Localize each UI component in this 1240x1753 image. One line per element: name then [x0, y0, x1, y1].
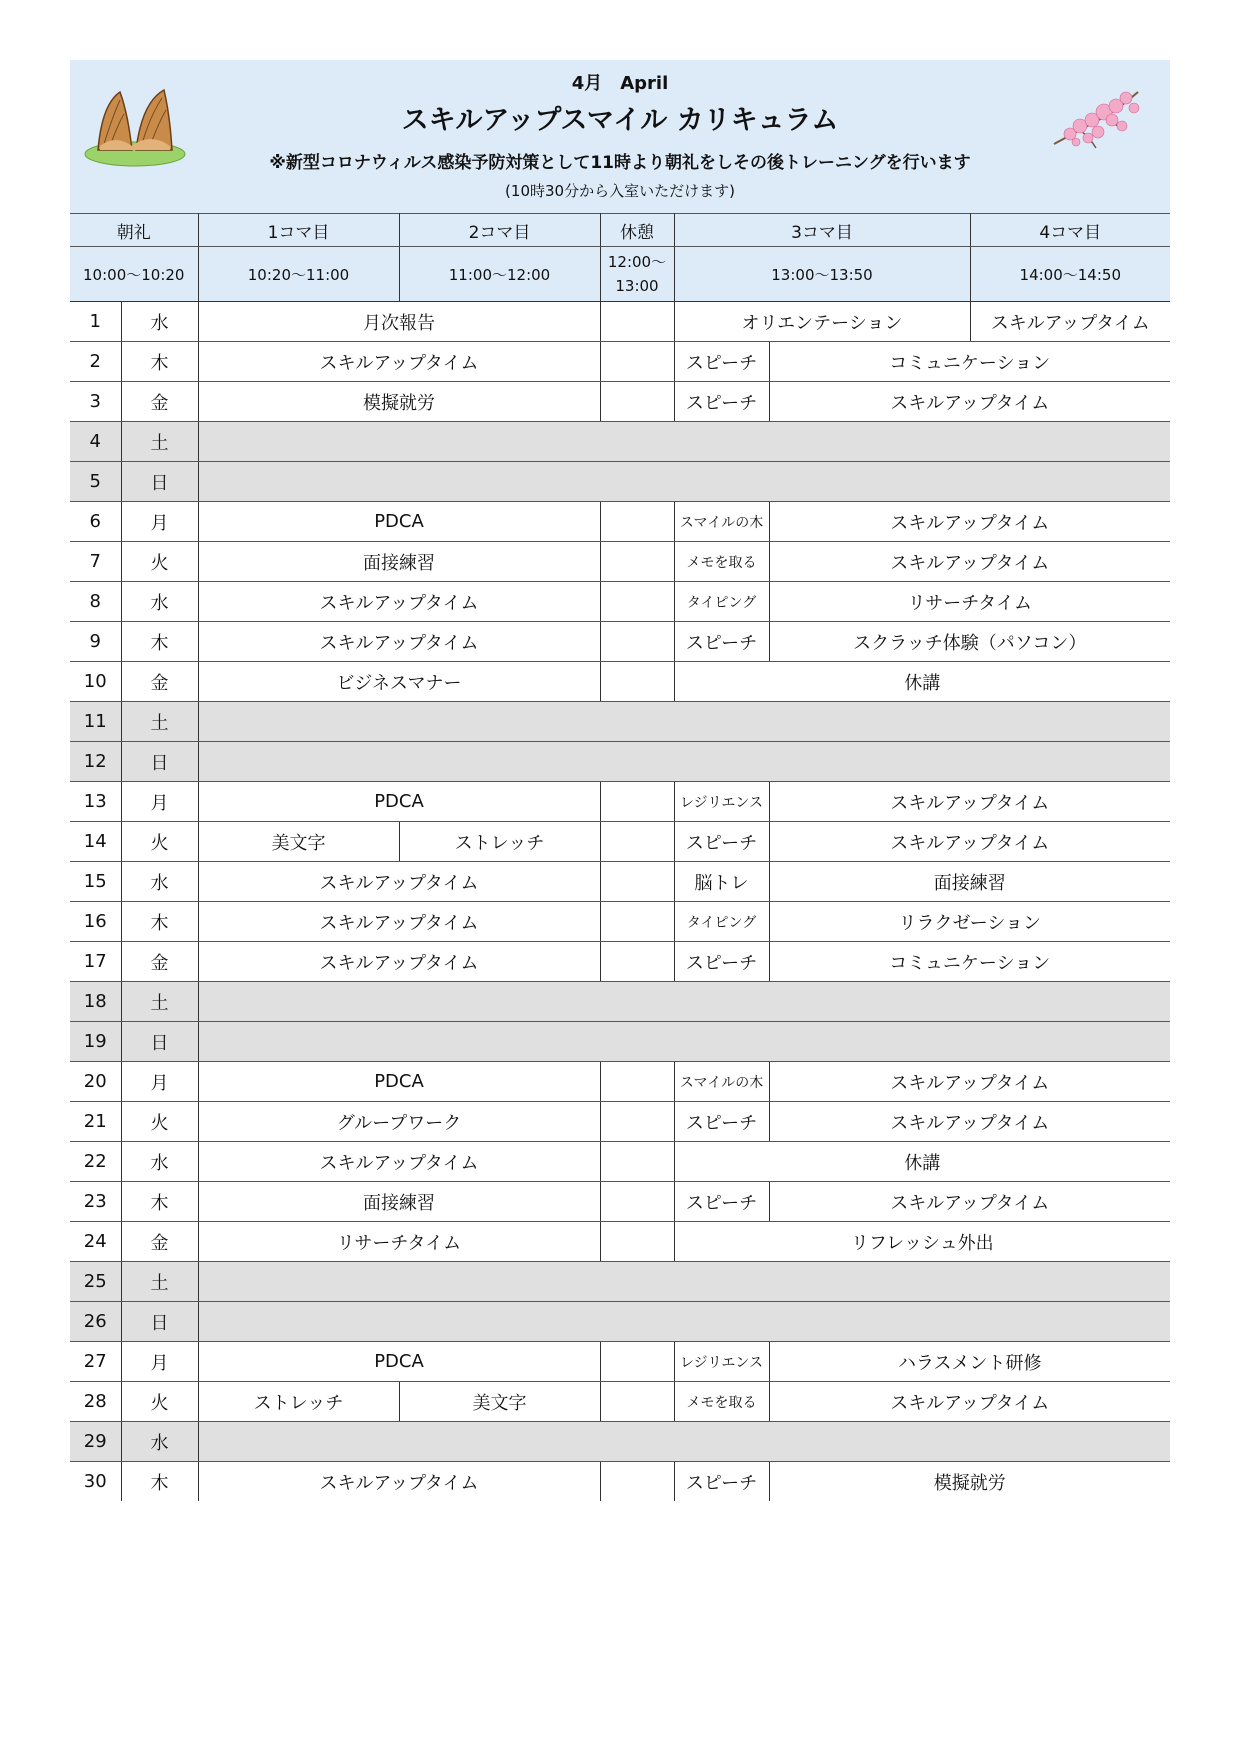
date-cell: 20	[70, 1062, 121, 1102]
morning-session-cell: スキルアップタイム	[198, 622, 600, 662]
date-cell: 1	[70, 302, 121, 342]
morning-session-cell: スキルアップタイム	[198, 902, 600, 942]
schedule-row	[70, 422, 1170, 462]
date-cell: 22	[70, 1142, 121, 1182]
morning-session-cell: スキルアップタイム	[198, 342, 600, 382]
date-cell: 24	[70, 1222, 121, 1262]
date-cell: 26	[70, 1302, 121, 1342]
weekday-cell: 木	[121, 1182, 198, 1222]
afternoon-session-cell: スキルアップタイム	[769, 822, 1170, 862]
short-session-cell: メモを取る	[674, 542, 769, 582]
break-cell	[600, 662, 674, 702]
col-break: 休憩	[600, 214, 674, 247]
short-session-cell: スピーチ	[674, 1182, 769, 1222]
morning-session-cell: スキルアップタイム	[198, 1462, 600, 1502]
closed-day-cell	[198, 1302, 1170, 1342]
col-period-3: 3コマ目	[674, 214, 970, 247]
time-break-end: 13:00	[615, 277, 659, 295]
afternoon-session-cell: スキルアップタイム	[769, 1062, 1170, 1102]
date-cell: 2	[70, 342, 121, 382]
header	[70, 60, 1170, 213]
time-row	[70, 247, 1170, 302]
afternoon-session-cell: リラクゼーション	[769, 902, 1170, 942]
break-cell	[600, 942, 674, 982]
break-cell	[600, 302, 674, 342]
schedule-row	[70, 822, 1170, 862]
short-session-cell: レジリエンス	[674, 1342, 769, 1382]
schedule-row	[70, 1302, 1170, 1342]
morning-session-cell: 模擬就労	[198, 382, 600, 422]
closed-day-cell	[198, 462, 1170, 502]
weekday-cell: 火	[121, 1102, 198, 1142]
short-session-cell: スマイルの木	[674, 502, 769, 542]
break-cell	[600, 342, 674, 382]
schedule-row	[70, 342, 1170, 382]
weekday-cell: 火	[121, 822, 198, 862]
date-cell: 5	[70, 462, 121, 502]
weekday-cell: 土	[121, 982, 198, 1022]
weekday-cell: 金	[121, 942, 198, 982]
date-cell: 21	[70, 1102, 121, 1142]
date-cell: 4	[70, 422, 121, 462]
date-cell: 30	[70, 1462, 121, 1502]
afternoon-session-cell: 面接練習	[769, 862, 1170, 902]
schedule-row	[70, 782, 1170, 822]
schedule-row	[70, 1262, 1170, 1302]
schedule-row	[70, 462, 1170, 502]
morning-session-cell: PDCA	[198, 502, 600, 542]
closed-day-cell	[198, 742, 1170, 782]
closed-day-cell	[198, 422, 1170, 462]
weekday-cell: 日	[121, 742, 198, 782]
date-cell: 18	[70, 982, 121, 1022]
break-cell	[600, 902, 674, 942]
time-period-2: 11:00～12:00	[399, 247, 600, 302]
afternoon-session-cell: スキルアップタイム	[769, 782, 1170, 822]
break-cell	[600, 582, 674, 622]
morning-session-cell: スキルアップタイム	[198, 862, 600, 902]
break-cell	[600, 1102, 674, 1142]
month-label: 4月 April	[571, 73, 669, 94]
schedule-row	[70, 1462, 1170, 1502]
morning-session-cell: グループワーク	[198, 1102, 600, 1142]
date-cell: 3	[70, 382, 121, 422]
break-cell	[600, 1342, 674, 1382]
weekday-cell: 水	[121, 1422, 198, 1462]
closed-day-cell	[198, 1262, 1170, 1302]
morning-session-cell: スキルアップタイム	[198, 1142, 600, 1182]
time-morning: 10:00～10:20	[70, 247, 198, 302]
break-cell	[600, 622, 674, 662]
afternoon-session-cell: リサーチタイム	[769, 582, 1170, 622]
weekday-cell: 火	[121, 1382, 198, 1422]
column-header-row	[70, 214, 1170, 247]
weekday-cell: 月	[121, 1062, 198, 1102]
schedule-row	[70, 502, 1170, 542]
break-cell	[600, 1142, 674, 1182]
short-session-cell: スピーチ	[674, 1102, 769, 1142]
weekday-cell: 月	[121, 782, 198, 822]
date-cell: 28	[70, 1382, 121, 1422]
weekday-cell: 水	[121, 862, 198, 902]
short-session-cell: スピーチ	[674, 622, 769, 662]
morning-session-cell: PDCA	[198, 1062, 600, 1102]
schedule-row	[70, 862, 1170, 902]
date-cell: 17	[70, 942, 121, 982]
weekday-cell: 木	[121, 342, 198, 382]
afternoon-session-cell: スキルアップタイム	[769, 1382, 1170, 1422]
afternoon-session-cell: スキルアップタイム	[769, 502, 1170, 542]
date-cell: 29	[70, 1422, 121, 1462]
short-session-cell: スピーチ	[674, 822, 769, 862]
schedule-row	[70, 622, 1170, 662]
morning-session-cell: スキルアップタイム	[198, 942, 600, 982]
period-2-cell: ストレッチ	[399, 822, 600, 862]
schedule-row	[70, 1062, 1170, 1102]
schedule-row	[70, 1022, 1170, 1062]
page-title: スキルアップスマイル カリキュラム	[401, 105, 839, 136]
schedule-row	[70, 1142, 1170, 1182]
weekday-cell: 土	[121, 1262, 198, 1302]
date-cell: 7	[70, 542, 121, 582]
weekday-cell: 水	[121, 1142, 198, 1182]
schedule-row	[70, 702, 1170, 742]
period-2-cell: 美文字	[399, 1382, 600, 1422]
entry-note: (10時30分から入室いただけます)	[505, 182, 735, 200]
time-break-start: 12:00～	[607, 253, 667, 271]
schedule-table	[70, 213, 1170, 1501]
weekday-cell: 木	[121, 1462, 198, 1502]
weekday-cell: 月	[121, 1342, 198, 1382]
break-cell	[600, 382, 674, 422]
time-period-4: 14:00～14:50	[970, 247, 1170, 302]
weekday-cell: 日	[121, 1302, 198, 1342]
morning-session-cell: PDCA	[198, 1342, 600, 1382]
weekday-cell: 土	[121, 702, 198, 742]
weekday-cell: 日	[121, 1022, 198, 1062]
afternoon-session-cell: 模擬就労	[769, 1462, 1170, 1502]
afternoon-session-cell: スクラッチ体験（パソコン）	[769, 622, 1170, 662]
morning-session-cell: 月次報告	[198, 302, 600, 342]
date-cell: 10	[70, 662, 121, 702]
weekday-cell: 水	[121, 582, 198, 622]
date-cell: 25	[70, 1262, 121, 1302]
schedule-row	[70, 382, 1170, 422]
curriculum-sheet	[70, 60, 1170, 1501]
schedule-row	[70, 582, 1170, 622]
date-cell: 13	[70, 782, 121, 822]
schedule-row	[70, 302, 1170, 342]
break-cell	[600, 1182, 674, 1222]
closed-day-cell	[198, 1022, 1170, 1062]
break-cell	[600, 1222, 674, 1262]
short-session-cell: メモを取る	[674, 1382, 769, 1422]
short-session-cell: スピーチ	[674, 382, 769, 422]
schedule-row	[70, 1102, 1170, 1142]
period-1-cell: ストレッチ	[198, 1382, 399, 1422]
short-session-cell: レジリエンス	[674, 782, 769, 822]
schedule-row	[70, 1222, 1170, 1262]
col-period-1: 1コマ目	[198, 214, 399, 247]
morning-session-cell: 面接練習	[198, 542, 600, 582]
col-morning: 朝礼	[70, 214, 198, 247]
date-cell: 6	[70, 502, 121, 542]
schedule-row	[70, 542, 1170, 582]
date-cell: 23	[70, 1182, 121, 1222]
schedule-row	[70, 1382, 1170, 1422]
schedule-row	[70, 742, 1170, 782]
period-4-cell: スキルアップタイム	[970, 302, 1170, 342]
break-cell	[600, 1462, 674, 1502]
break-cell	[600, 542, 674, 582]
schedule-row	[70, 942, 1170, 982]
short-session-cell: タイピング	[674, 902, 769, 942]
break-cell	[600, 1382, 674, 1422]
afternoon-session-cell: スキルアップタイム	[769, 1102, 1170, 1142]
afternoon-session-cell: スキルアップタイム	[769, 542, 1170, 582]
morning-session-cell: リサーチタイム	[198, 1222, 600, 1262]
short-session-cell: スピーチ	[674, 342, 769, 382]
weekday-cell: 金	[121, 662, 198, 702]
weekday-cell: 日	[121, 462, 198, 502]
afternoon-session-cell: ハラスメント研修	[769, 1342, 1170, 1382]
short-session-cell: 脳トレ	[674, 862, 769, 902]
closed-day-cell	[198, 1422, 1170, 1462]
weekday-cell: 木	[121, 902, 198, 942]
break-cell	[600, 502, 674, 542]
period-1-cell: 美文字	[198, 822, 399, 862]
weekday-cell: 金	[121, 382, 198, 422]
date-cell: 19	[70, 1022, 121, 1062]
weekday-cell: 水	[121, 302, 198, 342]
break-cell	[600, 1062, 674, 1102]
col-period-4: 4コマ目	[970, 214, 1170, 247]
morning-session-cell: 面接練習	[198, 1182, 600, 1222]
schedule-row	[70, 902, 1170, 942]
schedule-row	[70, 1422, 1170, 1462]
afternoon-session-cell: リフレッシュ外出	[674, 1222, 1170, 1262]
time-period-1: 10:20～11:00	[198, 247, 399, 302]
schedule-row	[70, 982, 1170, 1022]
morning-session-cell: スキルアップタイム	[198, 582, 600, 622]
schedule-row	[70, 1182, 1170, 1222]
date-cell: 16	[70, 902, 121, 942]
schedule-row	[70, 1342, 1170, 1382]
col-period-2: 2コマ目	[399, 214, 600, 247]
date-cell: 11	[70, 702, 121, 742]
date-cell: 15	[70, 862, 121, 902]
morning-session-cell: ビジネスマナー	[198, 662, 600, 702]
weekday-cell: 土	[121, 422, 198, 462]
break-cell	[600, 782, 674, 822]
break-cell	[600, 862, 674, 902]
date-cell: 9	[70, 622, 121, 662]
break-cell	[600, 822, 674, 862]
schedule-row	[70, 662, 1170, 702]
closed-day-cell	[198, 982, 1170, 1022]
period-3-cell: オリエンテーション	[674, 302, 970, 342]
short-session-cell: タイピング	[674, 582, 769, 622]
time-break	[600, 247, 674, 302]
afternoon-session-cell: 休講	[674, 1142, 1170, 1182]
date-cell: 27	[70, 1342, 121, 1382]
closed-day-cell	[198, 702, 1170, 742]
weekday-cell: 木	[121, 622, 198, 662]
date-cell: 12	[70, 742, 121, 782]
weekday-cell: 月	[121, 502, 198, 542]
short-session-cell: スマイルの木	[674, 1062, 769, 1102]
afternoon-session-cell: コミュニケーション	[769, 342, 1170, 382]
date-cell: 8	[70, 582, 121, 622]
short-session-cell: スピーチ	[674, 942, 769, 982]
time-period-3: 13:00～13:50	[674, 247, 970, 302]
afternoon-session-cell: 休講	[674, 662, 1170, 702]
afternoon-session-cell: スキルアップタイム	[769, 382, 1170, 422]
morning-session-cell: PDCA	[198, 782, 600, 822]
date-cell: 14	[70, 822, 121, 862]
weekday-cell: 火	[121, 542, 198, 582]
afternoon-session-cell: スキルアップタイム	[769, 1182, 1170, 1222]
weekday-cell: 金	[121, 1222, 198, 1262]
short-session-cell: スピーチ	[674, 1462, 769, 1502]
notice-text: ※新型コロナウィルス感染予防対策として11時より朝礼をしその後トレーニングを行います	[269, 153, 971, 173]
afternoon-session-cell: コミュニケーション	[769, 942, 1170, 982]
